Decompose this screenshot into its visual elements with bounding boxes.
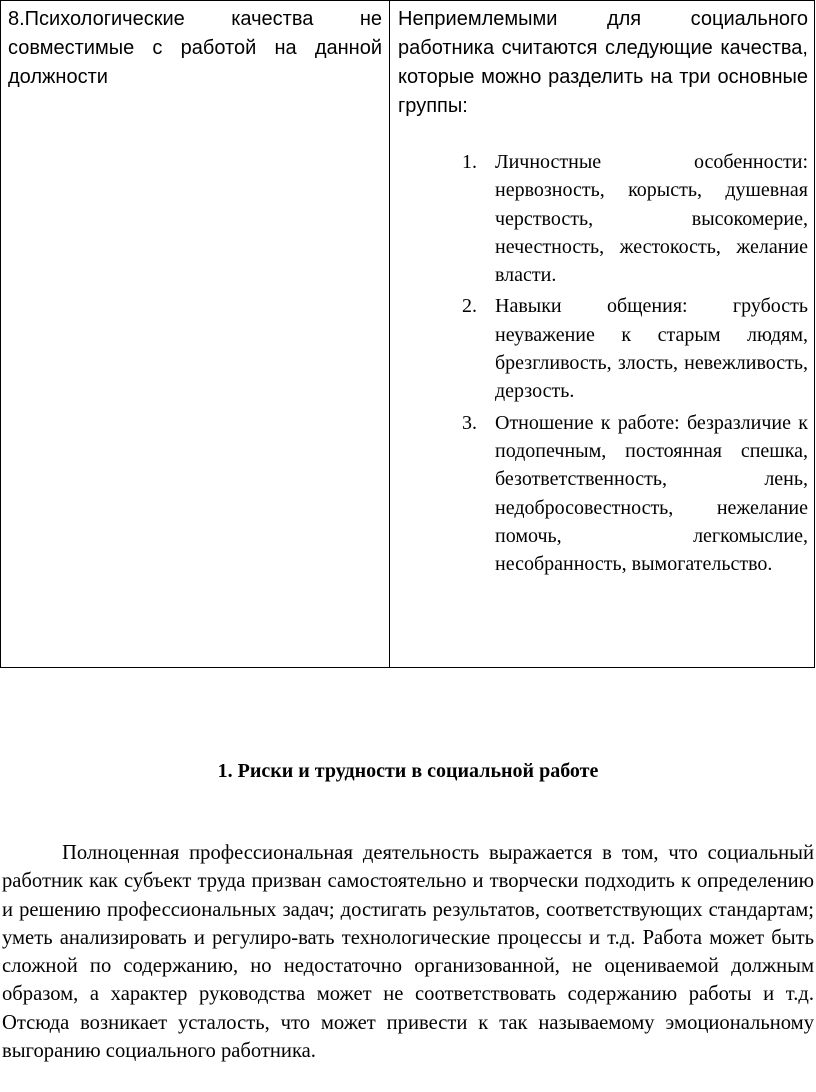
list-item-number: 2. [462, 295, 477, 318]
list-item-text: Навыки общения: грубость неуважение к старым людям, брезгливость, злость, невежливость, дерзость. [495, 295, 808, 403]
list-item-number: 1. [462, 151, 477, 173]
table-cell-description [398, 5, 808, 581]
list-item-number: 3. [462, 411, 477, 434]
table-column-divider [389, 1, 390, 668]
qualities-groups-list [398, 148, 808, 578]
table-right-border [814, 1, 815, 668]
table-cell-criterion: 8.Психологические качества не совместимые с работой на данной должности [8, 8, 382, 88]
body-paragraph: Полноценная профессиональная деятельность выражается в том, что социальный работник как субъект труда призван самостоятельно и творчески подходить к определению и решению профессиональных задач; достигать результатов, соответствующих стандартам; уметь анализировать и регулиро-вать технологические процессы и т.д. Работа может быть сложной по содержанию, но недостаточно организованной, не оцениваемой должным образом, а характер руководства может не соответствовать содержанию работы и т.д. Отсюда возникает усталость, что может привести к так называемому эмоциональному выгоранию социального работника. [2, 842, 814, 1063]
table-bottom-border [1, 667, 815, 668]
description-intro: Неприемлемыми для социального работника считаются следующие качества, которые можно разделить на три основные группы: [398, 8, 808, 117]
list-item-text: Личностные особенности: нервозность, корысть, душевная черствость, высокомерие, нечестность, жестокость, желание власти. [495, 151, 808, 287]
list-item [462, 292, 808, 405]
list-item [462, 148, 808, 289]
list-item-text: Отношение к работе: безразличие к подопечным, постоянная спешка, безответственность, лень, недобросовестность, нежелание помочь, легкомыслие, несобранность, вымогательство. [495, 411, 808, 576]
section-heading: 1. Риски и трудности в социальной работе [217, 760, 599, 782]
list-item [462, 409, 808, 579]
